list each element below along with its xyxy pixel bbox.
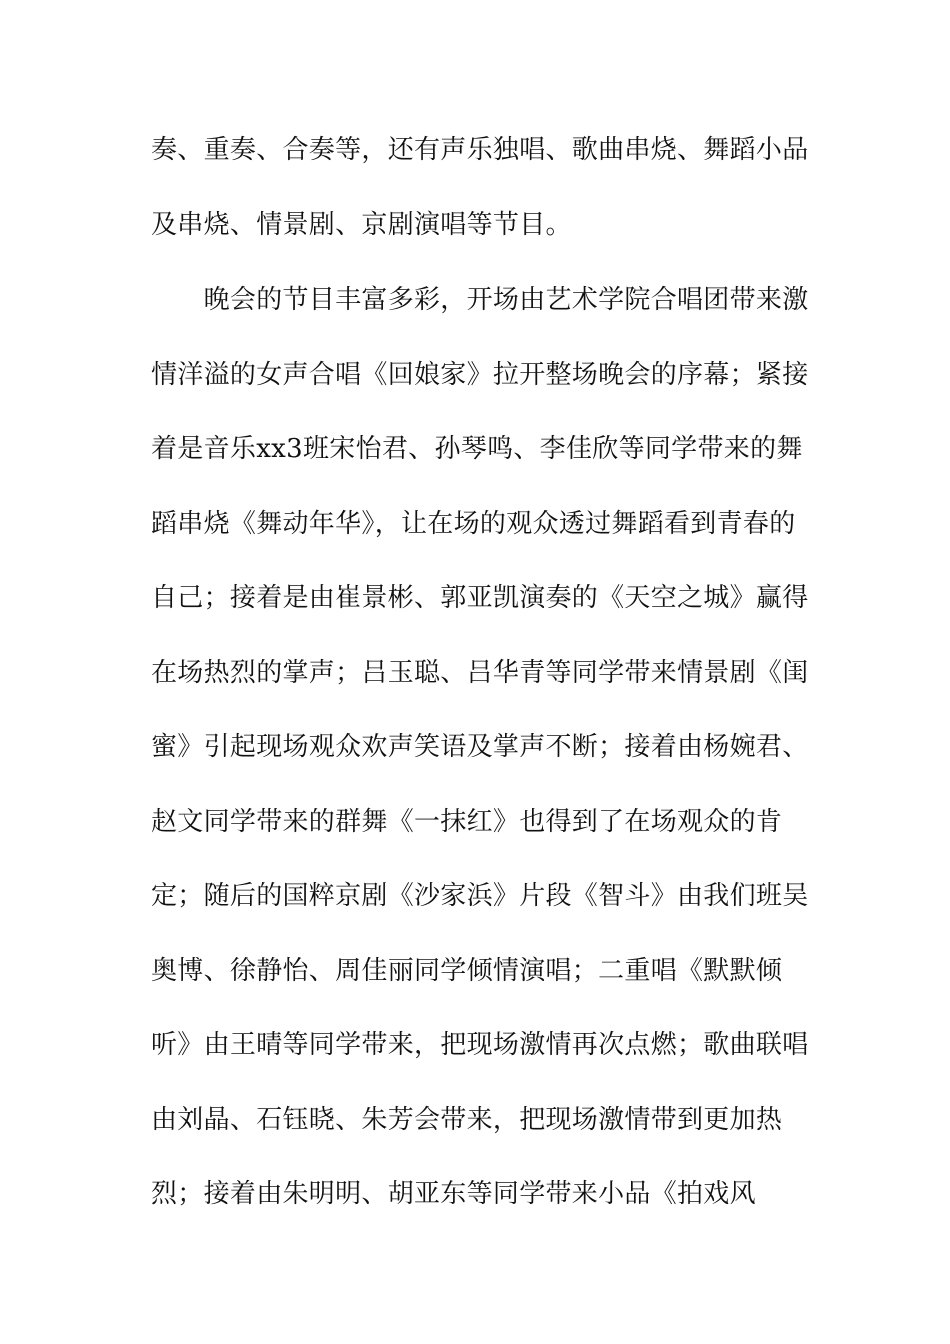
text-line-2: 及串烧、情景剧、京剧演唱等节目。 bbox=[151, 210, 572, 240]
text-line-9: 蜜》引起现场观众欢声笑语及掌声不断；接着由杨婉君、 bbox=[151, 732, 809, 762]
text-line-5: 着是音乐xx3班宋怡君、孙琴鸣、李佳欣等同学带来的舞 bbox=[151, 434, 803, 464]
text-line-7: 自己；接着是由崔景彬、郭亚凯演奏的《天空之城》赢得 bbox=[151, 583, 809, 613]
text-line-3: 晚会的节目丰富多彩，开场由艺术学院合唱团带来激 bbox=[151, 285, 809, 315]
text-line-11: 定；随后的国粹京剧《沙家浜》片段《智斗》由我们班吴 bbox=[151, 881, 809, 911]
text-line-4: 情洋溢的女声合唱《回娘家》拉开整场晚会的序幕；紧接 bbox=[151, 360, 809, 390]
text-line-6: 蹈串烧《舞动年华》，让在场的观众透过舞蹈看到青春的 bbox=[151, 509, 796, 539]
text-line-12: 奥博、徐静怡、周佳丽同学倾情演唱；二重唱《默默倾 bbox=[151, 956, 783, 986]
text-line-13: 听》由王晴等同学带来，把现场激情再次点燃；歌曲联唱 bbox=[151, 1030, 809, 1060]
text-line-15: 烈；接着由朱明明、胡亚东等同学带来小品《拍戏风 bbox=[151, 1179, 756, 1209]
text-line-10: 赵文同学带来的群舞《一抹红》也得到了在场观众的肯 bbox=[151, 807, 783, 837]
text-line-1: 奏、重奏、合奏等，还有声乐独唱、歌曲串烧、舞蹈小品 bbox=[151, 135, 809, 165]
text-line-14: 由刘晶、石钰晓、朱芳会带来，把现场激情带到更加热 bbox=[151, 1105, 783, 1135]
text-line-8: 在场热烈的掌声；吕玉聪、吕华青等同学带来情景剧《闺 bbox=[151, 658, 809, 688]
